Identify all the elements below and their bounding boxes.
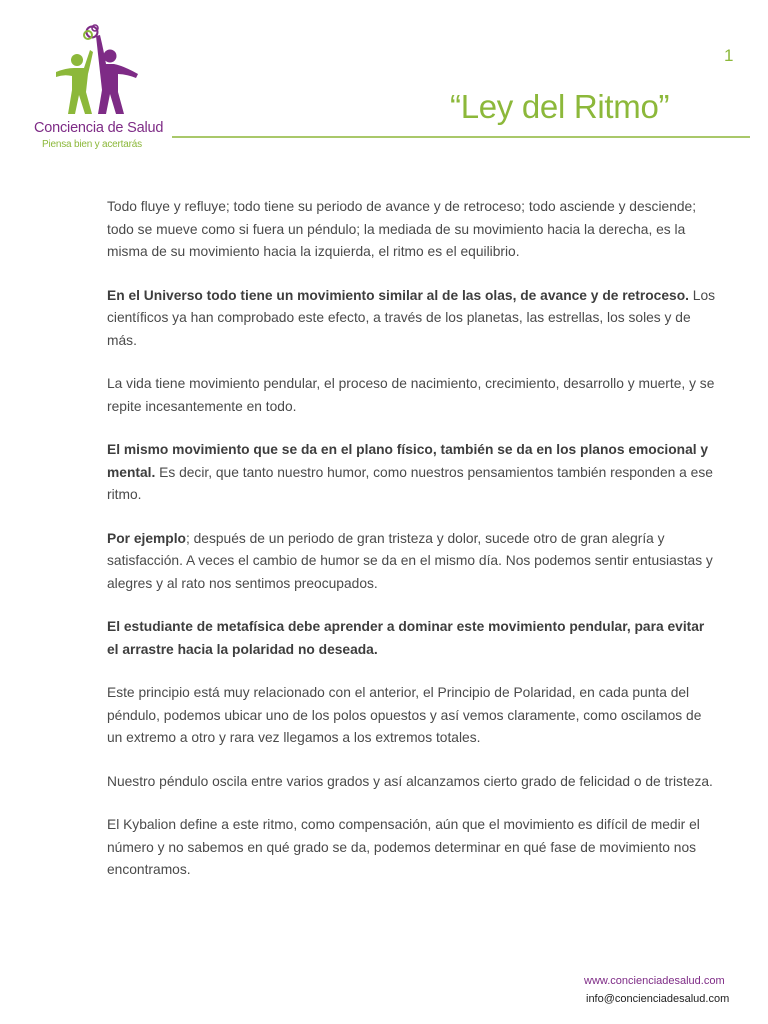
brand-name: Conciencia de Salud	[34, 120, 164, 136]
paragraph-9: El Kybalion define a este ritmo, como compensación, aún que el movimiento es difícil de medir el número y no sabemos en qué grado se da, podemos determinar en qué fase de movimiento nos encontramos.	[107, 817, 700, 877]
paragraph-5: Por ejemplo; después de un periodo de gran tristeza y dolor, sucede otro de gran alegría y satisfacción. A veces el cambio de humor se da en el mismo día. Nos podemos sentir entusiastas y alegres y al rato nos sentimos preocupados.	[107, 530, 713, 591]
paragraph-2: En el Universo todo tiene un movimiento similar al de las olas, de avance y de retroceso. Los científicos ya han comprobado este efecto, a través de los planetas, las estrellas, los soles y de más.	[107, 287, 716, 348]
page-number: 1	[724, 46, 734, 65]
paragraph-4: El mismo movimiento que se da en el plano físico, también se da en los planos emocional y mental. Es decir, que tanto nuestro humor, como nuestros pensamientos también responden a ese ritmo.	[107, 442, 713, 502]
dancing-figures-icon	[52, 22, 144, 118]
paragraph-6: El estudiante de metafísica debe aprender a dominar este movimiento pendular, para evitar el arrastre hacia la polaridad no deseada.	[107, 619, 705, 657]
brand-tagline: Piensa bien y acertarás	[42, 139, 142, 150]
paragraph-3: La vida tiene movimiento pendular, el proceso de nacimiento, crecimiento, desarrollo y muerte, y se repite incesantemente en todo.	[107, 376, 715, 414]
paragraph-8: Nuestro péndulo oscila entre varios grados y así alcanzamos cierto grado de felicidad o de tristeza.	[107, 773, 713, 789]
document-body	[107, 196, 719, 903]
paragraph-7: Este principio está muy relacionado con el anterior, el Principio de Polaridad, en cada punta del péndulo, podemos ubicar uno de los polos opuestos y así vemos claramente, como oscilamos de un extremo a otro y rara vez llegamos a los extremos totales.	[107, 685, 702, 745]
paragraph-1: Todo fluye y refluye; todo tiene su periodo de avance y de retroceso; todo asciende y desciende; todo se mueve como si fuera un péndulo; la mediada de su movimiento hacia la derecha, es la misma de su movimiento hacia la izquierda, el ritmo es el equilibrio.	[107, 199, 697, 259]
brand-logo	[30, 22, 170, 154]
footer-email-link[interactable]: info@concienciadesalud.com	[586, 993, 730, 1005]
header-divider	[172, 136, 750, 138]
page-title: “Ley del Ritmo”	[450, 88, 670, 125]
footer-website-link[interactable]: www.concienciadesalud.com	[584, 975, 725, 987]
